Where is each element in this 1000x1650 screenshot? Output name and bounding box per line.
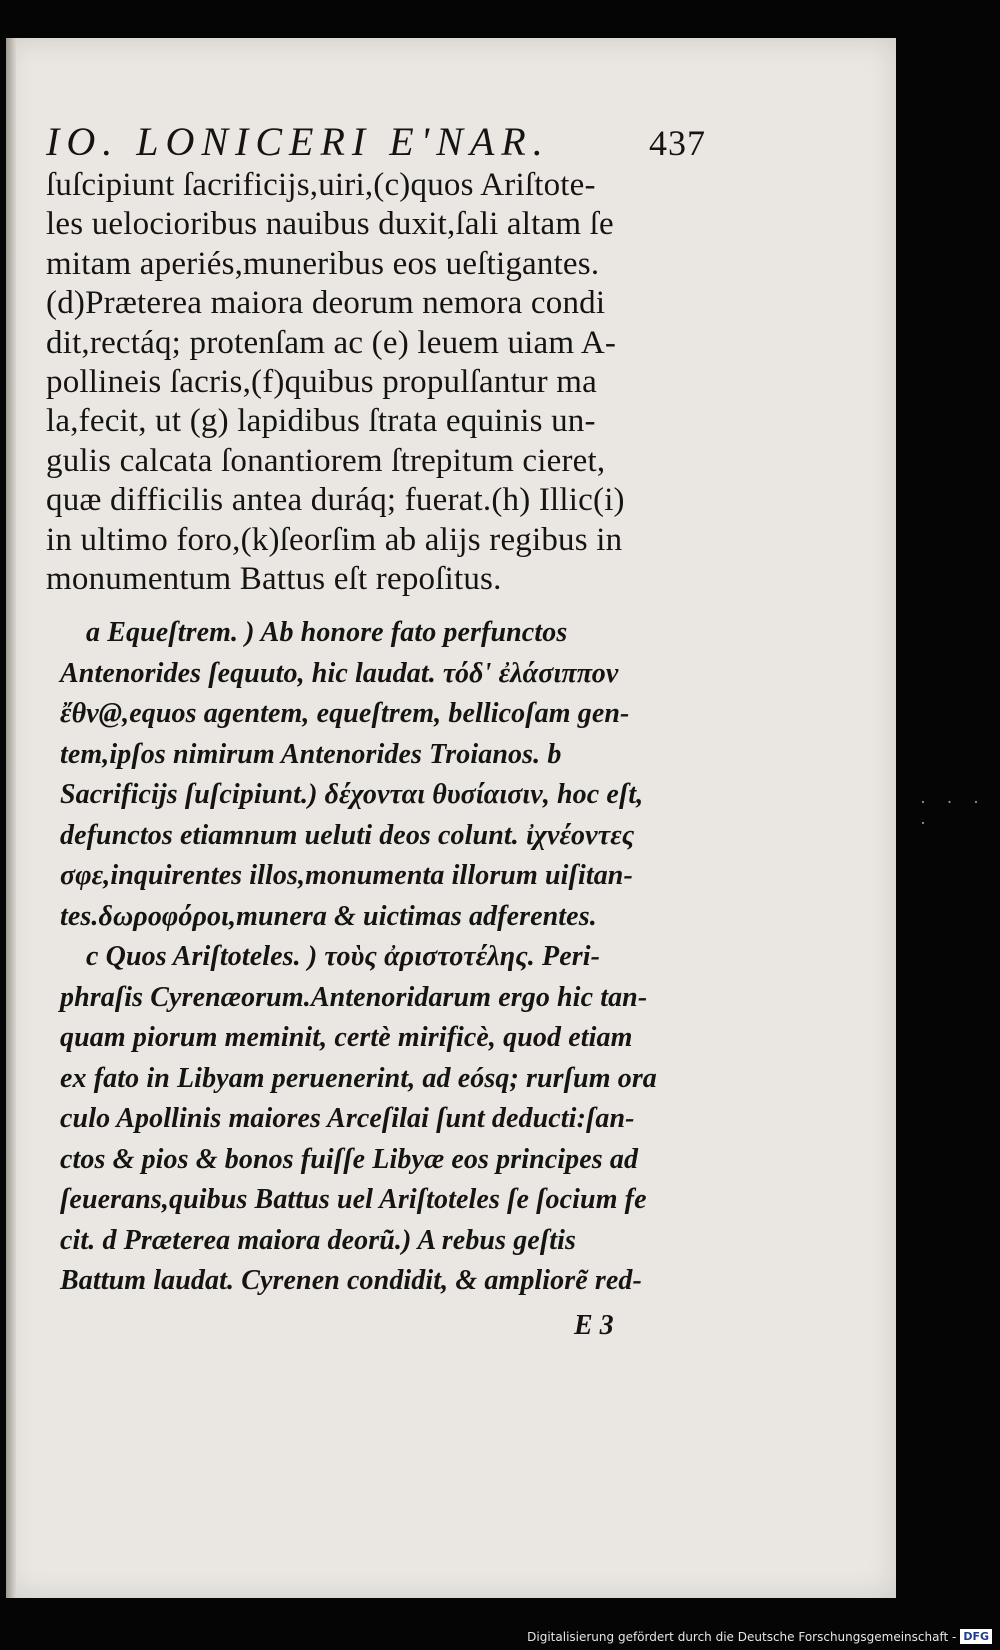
- book-page: [6, 38, 896, 1598]
- commentary-line: Antenorides ſequuto, hic laudat. τόδ' ἐλάσιππον: [60, 657, 619, 689]
- commentary-line: ex fato in Libyam peruenerint, ad eósq; rurſum ora: [60, 1062, 657, 1094]
- text-line: pollineis ſacris,(f)quibus propulſantur ma: [46, 363, 597, 400]
- signature-mark: E 3: [574, 1309, 614, 1341]
- commentary-line: σφε,inquirentes illos,monumenta illorum uiſitan-: [60, 860, 633, 892]
- commentary-line: c Quos Ariſtoteles. ) τοὺς ἀριστοτέλης. Peri-: [86, 941, 601, 973]
- commentary-line: a Equeſtrem. ) Ab honore fato perfunctos: [86, 617, 568, 649]
- text-line: quæ difficilis antea duráq; fuerat.(h) Illic(i): [46, 482, 625, 519]
- commentary-line: tem,ipſos nimirum Antenorides Troianos. b: [60, 738, 562, 770]
- commentary-line: tes.δωροφόροι,munera & uictimas adferentes.: [60, 900, 597, 932]
- page-number: 437: [649, 123, 706, 163]
- text-line: (d)Præterea maiora deorum nemora condi: [46, 285, 606, 322]
- commentary-line: phraſis Cyrenæorum.Antenoridarum ergo hic tan-: [60, 981, 648, 1013]
- text-line: mitam aperiés,muneribus eos ueſtigantes.: [46, 245, 600, 282]
- commentary-line: ctos & pios & bonos fuiſſe Libyæ eos principes ad: [60, 1143, 639, 1175]
- text-line: ſuſcipiunt ſacrificijs,uiri,(c)quos Ariſtote-: [46, 167, 596, 203]
- commentary-line: quam piorum meminit, certè mirificè, quod etiam: [60, 1022, 633, 1054]
- credit-text: Digitalisierung gefördert durch die Deutsche Forschungsgemeinschaft -: [527, 1629, 957, 1644]
- commentary-line: culo Apollinis maiores Arceſilai ſunt deducti:ſan-: [60, 1103, 635, 1135]
- commentary-line: Battum laudat. Cyrenen condidit, & ampliorẽ red-: [60, 1265, 642, 1297]
- text-line: la,fecit, ut (g) lapidibus ſtrata equinis un-: [46, 403, 596, 440]
- commentary-line: ἔθν@,equos agentem, equeſtrem, bellicoſam gen-: [60, 698, 630, 730]
- commentary-line: ſeuerans,quibus Battus uel Ariſtoteles ſe ſocium fe: [60, 1184, 647, 1216]
- running-head: [46, 118, 706, 166]
- commentary-line: defunctos etiamnum ueluti deos colunt. ἰχνέοντες: [60, 819, 635, 851]
- commentary: [46, 613, 706, 1302]
- text-line: monumentum Battus eſt repoſitus.: [46, 560, 502, 597]
- dfg-logo: DFG: [960, 1629, 992, 1644]
- digitization-credit: [527, 1629, 992, 1644]
- text-line: gulis calcata ſonantiorem ſtrepitum cieret,: [46, 442, 606, 479]
- main-text: [46, 166, 706, 599]
- margin-marks: · · · ·: [920, 792, 987, 833]
- text-line: in ultimo foro,(k)ſeorſim ab alijs regibus in: [46, 521, 623, 558]
- text-line: les uelocioribus nauibus duxit,ſali altam ſe: [46, 206, 614, 243]
- page-content: [46, 118, 706, 1350]
- commentary-line: Sacrificijs ſuſcipiunt.) δέχονται θυσίαισιν, hoc eſt,: [60, 779, 644, 811]
- text-line: dit,rectáq; protenſam ac (e) leuem uiam A-: [46, 324, 617, 361]
- signature-mark-row: [46, 1310, 706, 1350]
- running-head-title: IO. LONICERI E'NAR.: [46, 119, 550, 164]
- commentary-line: cit. d Præterea maiora deorũ.) A rebus geſtis: [60, 1224, 577, 1256]
